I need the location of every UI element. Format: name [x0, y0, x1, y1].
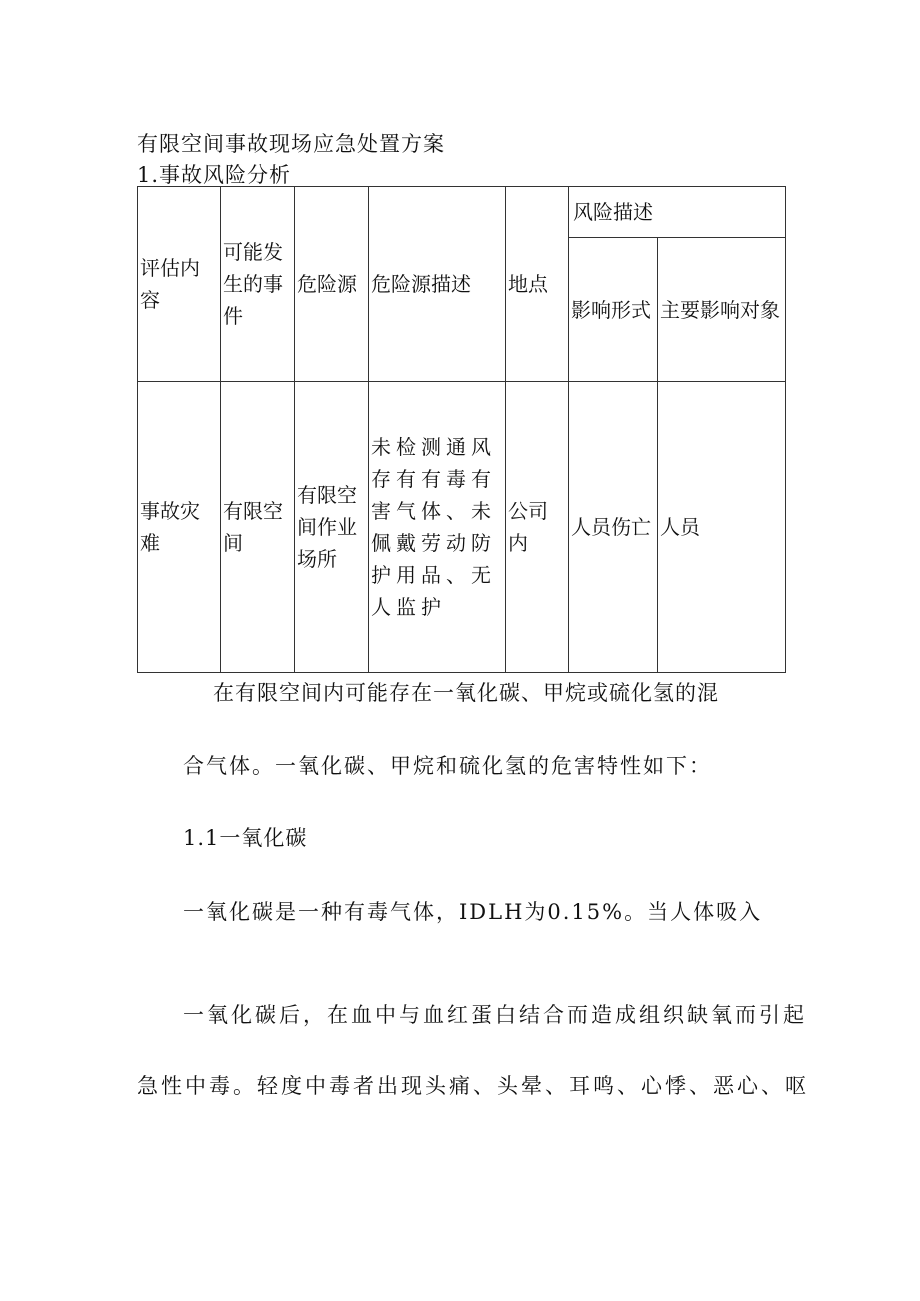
paragraph-line: 在有限空间内可能存在一氧化碳、甲烷或硫化氢的混 [213, 681, 719, 705]
table-cell: 事故灾难 [138, 382, 221, 673]
section-heading: 1.事故风险分析 [137, 163, 292, 187]
header-group-cell: 风险描述 [569, 187, 786, 238]
table-header-row [138, 187, 786, 238]
table-cell: 人员伤亡 [569, 382, 658, 673]
table-cell: 未检测通风存有有毒有害气体、未佩戴劳动防护用品、无人监护 [369, 382, 506, 673]
subsection-heading: 1.1一氧化碳 [183, 826, 308, 850]
risk-analysis-table [137, 186, 786, 673]
document-title: 有限空间事故现场应急处置方案 [137, 132, 445, 156]
paragraph-line: 一氧化碳后，在血中与血红蛋白结合而造成组织缺氧而引起 [183, 1003, 807, 1027]
header-cell: 评估内容 [138, 187, 221, 382]
header-cell: 可能发生的事件 [221, 187, 295, 382]
paragraph-line: 合气体。一氧化碳、甲烷和硫化氢的危害特性如下： [183, 754, 712, 778]
table-row [138, 382, 786, 673]
table-cell: 有限空间作业场所 [295, 382, 369, 673]
paragraph-line: 急性中毒。轻度中毒者出现头痛、头晕、耳鸣、心悸、恶心、呕 [137, 1074, 809, 1098]
table-cell: 有限空间 [221, 382, 295, 673]
header-cell: 主要影响对象 [658, 238, 786, 382]
table-cell: 公司内 [506, 382, 569, 673]
header-cell: 危险源描述 [369, 187, 506, 382]
header-cell: 影响形式 [569, 238, 658, 382]
table-cell: 人员 [658, 382, 786, 673]
paragraph-line: 一氧化碳是一种有毒气体，IDLH为0.15%。当人体吸入 [183, 900, 763, 924]
header-cell: 地点 [506, 187, 569, 382]
header-cell: 危险源 [295, 187, 369, 382]
